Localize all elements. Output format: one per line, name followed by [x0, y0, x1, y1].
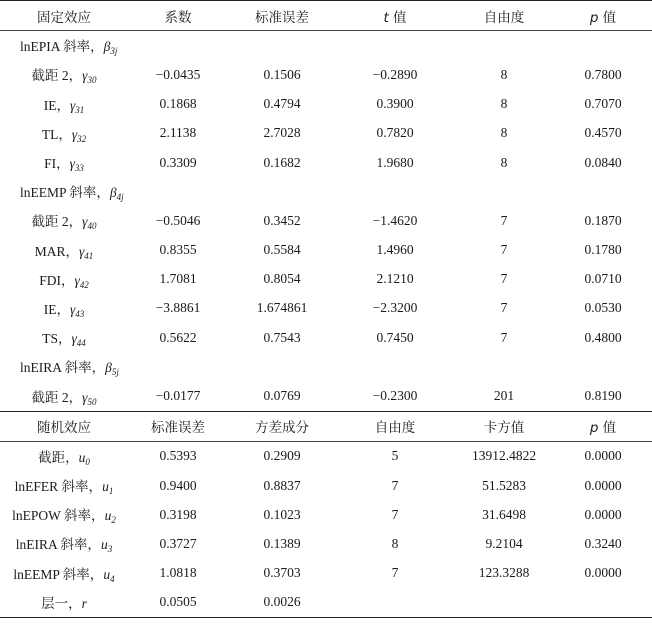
std-error-cell: 0.9400 — [159, 477, 197, 493]
label-text: IE， — [43, 97, 70, 113]
label-variable: γ — [69, 97, 76, 113]
fixed-effects-body — [0, 31, 652, 411]
label-variable: β — [103, 39, 111, 55]
p-value-cell: 0.8190 — [584, 388, 622, 404]
label-text: lnEEMP 斜率， — [20, 185, 110, 201]
p-value-cell: 0.0710 — [584, 271, 622, 287]
label-subscript: 30 — [87, 75, 97, 86]
label-variable: γ — [78, 243, 85, 259]
label-subscript: 4j — [116, 192, 124, 203]
label-text: TS， — [42, 331, 72, 347]
t-value-cell: 2.1210 — [376, 271, 414, 287]
label-variable: γ — [82, 214, 88, 230]
header-p-value: p 值 — [554, 1, 652, 31]
t-value-cell: −2.3200 — [372, 300, 418, 316]
p-value-cell: 0.0000 — [584, 477, 622, 493]
chi-square-cell: 31.6498 — [482, 506, 526, 522]
variance-component-cell: 0.0026 — [228, 588, 336, 618]
label-variable: γ — [71, 331, 77, 347]
df-cell: 201 — [493, 388, 515, 404]
df-cell: 8 — [500, 154, 508, 170]
label-text: 截距， — [38, 449, 79, 465]
header-std-error: 标准误差 — [228, 1, 336, 31]
label-variable: u — [103, 566, 111, 582]
header-chi-square: 卡方值 — [454, 411, 554, 441]
label-text: TL， — [41, 126, 72, 142]
p-value-cell: 0.0000 — [584, 506, 622, 522]
std-error-cell: 0.5393 — [159, 448, 197, 464]
df-cell: 7 — [500, 300, 508, 316]
label-text: lnEIRA 斜率， — [15, 537, 101, 553]
label-subscript: 5j — [111, 367, 119, 378]
table-row — [0, 323, 652, 352]
label-text: 截距 2， — [31, 68, 83, 84]
header-variance-component: 方差成分 — [228, 411, 336, 441]
df-cell: 7 — [391, 506, 399, 522]
label-variable: γ — [82, 68, 88, 84]
label-variable: u — [100, 537, 108, 553]
p-value-cell: 0.4570 — [584, 125, 622, 141]
table-row — [0, 471, 652, 500]
label-subscript: 3 — [107, 544, 113, 555]
label-text: MAR， — [34, 243, 79, 259]
label-variable: γ — [69, 156, 75, 172]
label-subscript: 3j — [110, 46, 118, 57]
label-subscript: 32 — [77, 133, 87, 144]
row-label — [0, 148, 128, 177]
row-label — [0, 441, 128, 471]
label-subscript: 42 — [79, 279, 89, 290]
std-error-cell: 0.3198 — [159, 506, 197, 522]
table-row — [0, 119, 652, 148]
std-error-cell: 2.7028 — [263, 125, 301, 141]
p-value-cell: 0.1780 — [584, 242, 622, 258]
row-label — [0, 119, 128, 148]
df-cell: 8 — [500, 66, 508, 82]
label-subscript: 4 — [110, 573, 115, 584]
t-value-cell: 0.7820 — [376, 125, 414, 141]
label-subscript: 2 — [111, 515, 116, 526]
variance-component-cell: 0.1389 — [263, 535, 301, 551]
chi-square-cell: 9.2104 — [485, 535, 523, 551]
label-subscript: 0 — [85, 456, 90, 467]
chi-square-cell — [454, 588, 554, 618]
t-value-cell: 0.3900 — [376, 96, 414, 112]
p-value-cell: 0.0530 — [584, 300, 622, 316]
coefficient-cell: −3.8861 — [155, 300, 201, 316]
row-label — [0, 381, 128, 411]
label-subscript: 43 — [75, 308, 85, 319]
df-cell — [336, 588, 454, 618]
std-error-cell: 0.7543 — [263, 329, 301, 345]
table-row — [0, 148, 652, 177]
label-text: FI， — [44, 156, 70, 172]
section-row — [0, 31, 652, 61]
row-label — [0, 471, 128, 500]
p-value-cell: 0.0000 — [584, 565, 622, 581]
label-subscript: 50 — [87, 396, 97, 407]
chi-square-cell: 13912.4822 — [471, 448, 537, 464]
row-label — [0, 60, 128, 89]
table-row — [0, 60, 652, 89]
df-cell: 7 — [500, 212, 508, 228]
table-row — [0, 529, 652, 558]
random-effects-header-row — [0, 411, 652, 441]
label-variable: γ — [74, 272, 80, 288]
label-text: IE， — [43, 301, 70, 317]
df-cell: 7 — [391, 477, 399, 493]
label-variable: r — [81, 596, 87, 612]
chi-square-cell: 51.5283 — [482, 477, 526, 493]
p-value-cell: 0.0000 — [584, 448, 622, 464]
t-value-cell: 1.4960 — [376, 242, 414, 258]
header-t-value: t 值 — [336, 1, 454, 31]
label-variable: β — [109, 185, 117, 201]
table-row — [0, 500, 652, 529]
t-value-cell: 1.9680 — [376, 154, 414, 170]
table-row — [0, 294, 652, 323]
variance-component-cell: 0.1023 — [263, 506, 301, 522]
label-text: lnEIRA 斜率， — [20, 360, 106, 376]
label-subscript: 33 — [74, 163, 84, 174]
row-label — [0, 352, 652, 381]
coefficient-cell: −0.0435 — [155, 66, 201, 82]
df-cell: 7 — [500, 242, 508, 258]
label-text: lnEFER 斜率， — [14, 479, 103, 495]
row-label — [0, 588, 128, 618]
label-variable: u — [78, 449, 86, 465]
label-text: 截距 2， — [31, 214, 83, 230]
p-value-cell: 0.0840 — [584, 154, 622, 170]
header-random-effect: 随机效应 — [0, 411, 128, 441]
chi-square-cell: 123.3288 — [478, 565, 530, 581]
row-label — [0, 31, 652, 61]
coefficient-cell: −0.5046 — [155, 212, 201, 228]
p-value-cell: 0.7070 — [584, 96, 622, 112]
table-row — [0, 381, 652, 411]
std-error-cell: 0.5584 — [263, 242, 301, 258]
section-row — [0, 177, 652, 206]
std-error-cell: 0.0769 — [263, 388, 301, 404]
row-label — [0, 323, 128, 352]
label-variable: γ — [69, 301, 76, 317]
df-cell: 7 — [500, 329, 508, 345]
p-value-cell: 0.1870 — [584, 212, 622, 228]
label-text: lnEPOW 斜率， — [12, 508, 105, 524]
label-text: 截距 2， — [31, 389, 83, 405]
row-label — [0, 206, 128, 235]
table-row — [0, 559, 652, 588]
row-label — [0, 265, 128, 294]
df-cell: 7 — [500, 271, 508, 287]
t-value-cell: −0.2890 — [372, 66, 418, 82]
variance-component-cell: 0.3703 — [263, 565, 301, 581]
table-row — [0, 441, 652, 471]
p-value-cell: 0.7800 — [584, 66, 622, 82]
coefficient-cell: 0.5622 — [159, 329, 197, 345]
header-fixed-effect: 固定效应 — [0, 1, 128, 31]
table-row — [0, 236, 652, 265]
table-row — [0, 265, 652, 294]
label-subscript: 44 — [76, 338, 86, 349]
p-value-cell: 0.3240 — [584, 535, 622, 551]
row-label — [0, 294, 128, 323]
label-variable: γ — [82, 389, 88, 405]
p-value-cell — [554, 588, 652, 618]
header-p-value: p 值 — [554, 411, 652, 441]
label-variable: u — [104, 508, 112, 524]
header-df: 自由度 — [454, 1, 554, 31]
coefficient-cell: 2.1138 — [159, 125, 197, 141]
df-cell: 8 — [391, 535, 399, 551]
coefficient-cell: 0.3309 — [159, 154, 197, 170]
label-subscript: 1 — [108, 486, 114, 497]
label-text: FDI， — [39, 272, 75, 288]
table-row — [0, 588, 652, 618]
section-row — [0, 352, 652, 381]
header-df: 自由度 — [336, 411, 454, 441]
t-value-cell: −0.2300 — [372, 388, 418, 404]
std-error-cell: 1.674861 — [256, 300, 308, 316]
p-value-cell: 0.4800 — [584, 329, 622, 345]
row-label — [0, 529, 128, 558]
label-text: 层一， — [41, 596, 82, 612]
header-std-error: 标准误差 — [128, 411, 228, 441]
label-variable: γ — [71, 126, 78, 142]
coefficient-cell: 0.1868 — [159, 96, 197, 112]
label-text: lnEEMP 斜率， — [13, 566, 104, 582]
label-subscript: 40 — [87, 221, 97, 232]
df-cell: 8 — [500, 125, 508, 141]
t-value-cell: −1.4620 — [372, 212, 418, 228]
df-cell: 8 — [500, 96, 508, 112]
std-error-cell: 0.0505 — [128, 588, 228, 618]
std-error-cell: 0.3727 — [159, 535, 197, 551]
df-cell: 5 — [391, 448, 399, 464]
std-error-cell: 0.1506 — [263, 66, 301, 82]
variance-component-cell: 0.2909 — [263, 448, 301, 464]
row-label — [0, 559, 128, 588]
label-variable: β — [105, 360, 112, 376]
row-label — [0, 500, 128, 529]
row-label — [0, 90, 128, 119]
std-error-cell: 1.0818 — [159, 565, 197, 581]
row-label — [0, 236, 128, 265]
df-cell: 7 — [391, 565, 399, 581]
coefficient-cell: 1.7081 — [159, 271, 197, 287]
std-error-cell: 0.3452 — [263, 212, 301, 228]
table-row — [0, 90, 652, 119]
coefficient-cell: 0.8355 — [159, 242, 197, 258]
random-effects-body — [0, 441, 652, 617]
fixed-effects-header-row — [0, 1, 652, 31]
label-variable: u — [102, 479, 109, 495]
row-label — [0, 177, 652, 206]
label-text: lnEPIA 斜率， — [20, 39, 104, 55]
header-coefficient: 系数 — [128, 1, 228, 31]
variance-component-cell: 0.8837 — [263, 477, 301, 493]
label-subscript: 31 — [75, 104, 85, 115]
coefficient-cell: −0.0177 — [155, 388, 201, 404]
t-value-cell: 0.7450 — [376, 329, 414, 345]
label-subscript: 41 — [84, 250, 94, 261]
std-error-cell: 0.1682 — [263, 154, 301, 170]
std-error-cell: 0.4794 — [263, 96, 301, 112]
std-error-cell: 0.8054 — [263, 271, 301, 287]
table-row — [0, 206, 652, 235]
